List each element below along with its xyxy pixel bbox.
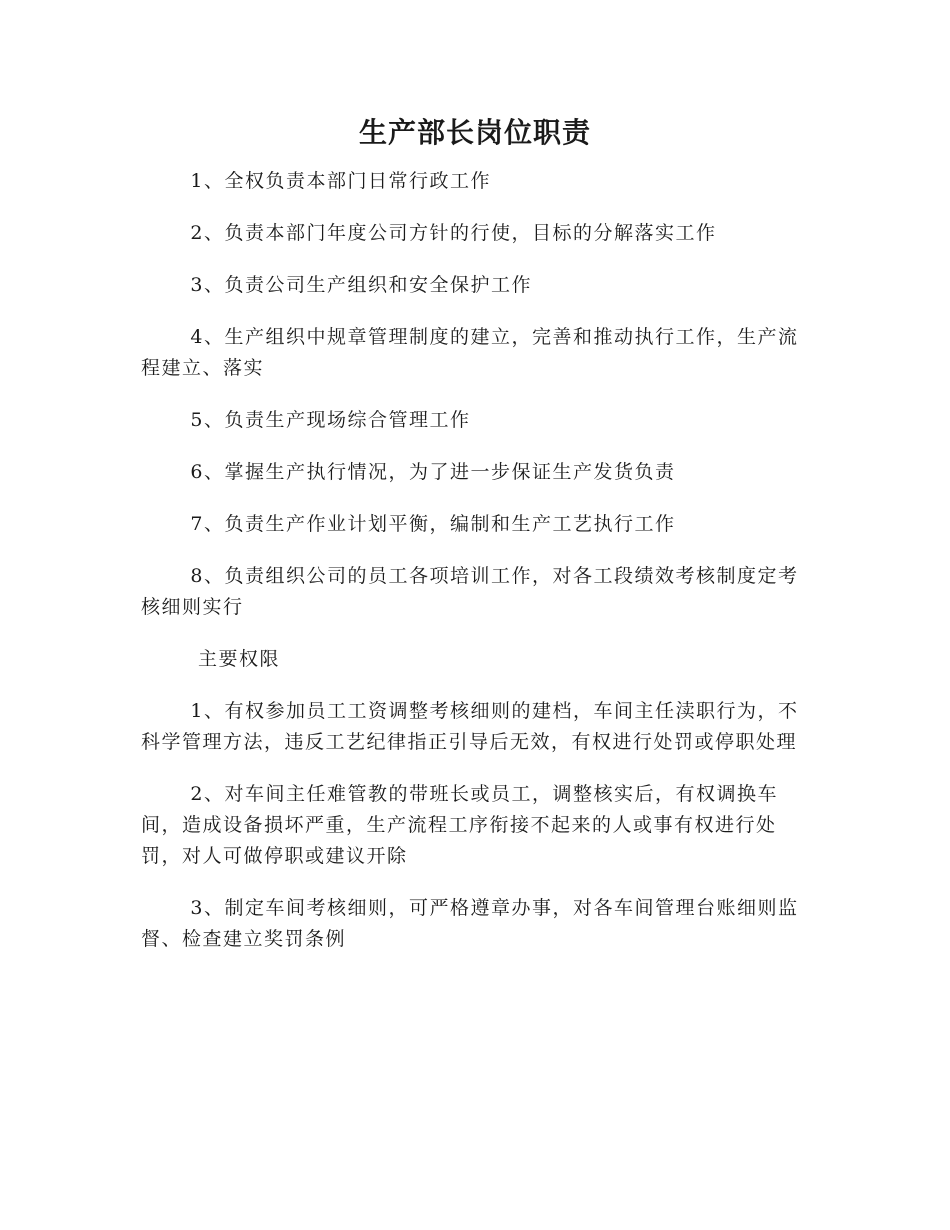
duty-item-4: 4、生产组织中规章管理制度的建立，完善和推动执行工作，生产流程建立、落实 <box>141 326 799 379</box>
duty-item-8: 8、负责组织公司的员工各项培训工作，对各工段绩效考核制度定考核细则实行 <box>141 565 799 618</box>
authority-item-3: 3、制定车间考核细则，可严格遵章办事，对各车间管理台账细则监督、检查建立奖罚条例 <box>141 897 799 950</box>
duty-item-6: 6、掌握生产执行情况，为了进一步保证生产发货负责 <box>190 461 676 483</box>
duty-item-7: 7、负责生产作业计划平衡，编制和生产工艺执行工作 <box>190 513 676 535</box>
duty-item-2: 2、负责本部门年度公司方针的行使，目标的分解落实工作 <box>190 222 717 244</box>
duty-item-5: 5、负责生产现场综合管理工作 <box>190 409 471 431</box>
authority-item-2: 2、对车间主任难管教的带班长或员工，调整核实后，有权调换车间，造成设备损坏严重，生产流程工序衔接不起来的人或事有权进行处罚，对人可做停职或建议开除 <box>141 783 778 867</box>
section-heading-authority: 主要权限 <box>198 648 281 670</box>
document-body <box>141 166 811 976</box>
duty-item-3: 3、负责公司生产组织和安全保护工作 <box>190 274 532 296</box>
document-title: 生产部长岗位职责 <box>358 116 591 149</box>
authority-item-1: 1、有权参加员工工资调整考核细则的建档，车间主任渎职行为，不科学管理方法，违反工艺纪律指正引导后无效，有权进行处罚或停职处理 <box>141 700 799 753</box>
duty-item-1: 1、全权负责本部门日常行政工作 <box>190 170 491 192</box>
